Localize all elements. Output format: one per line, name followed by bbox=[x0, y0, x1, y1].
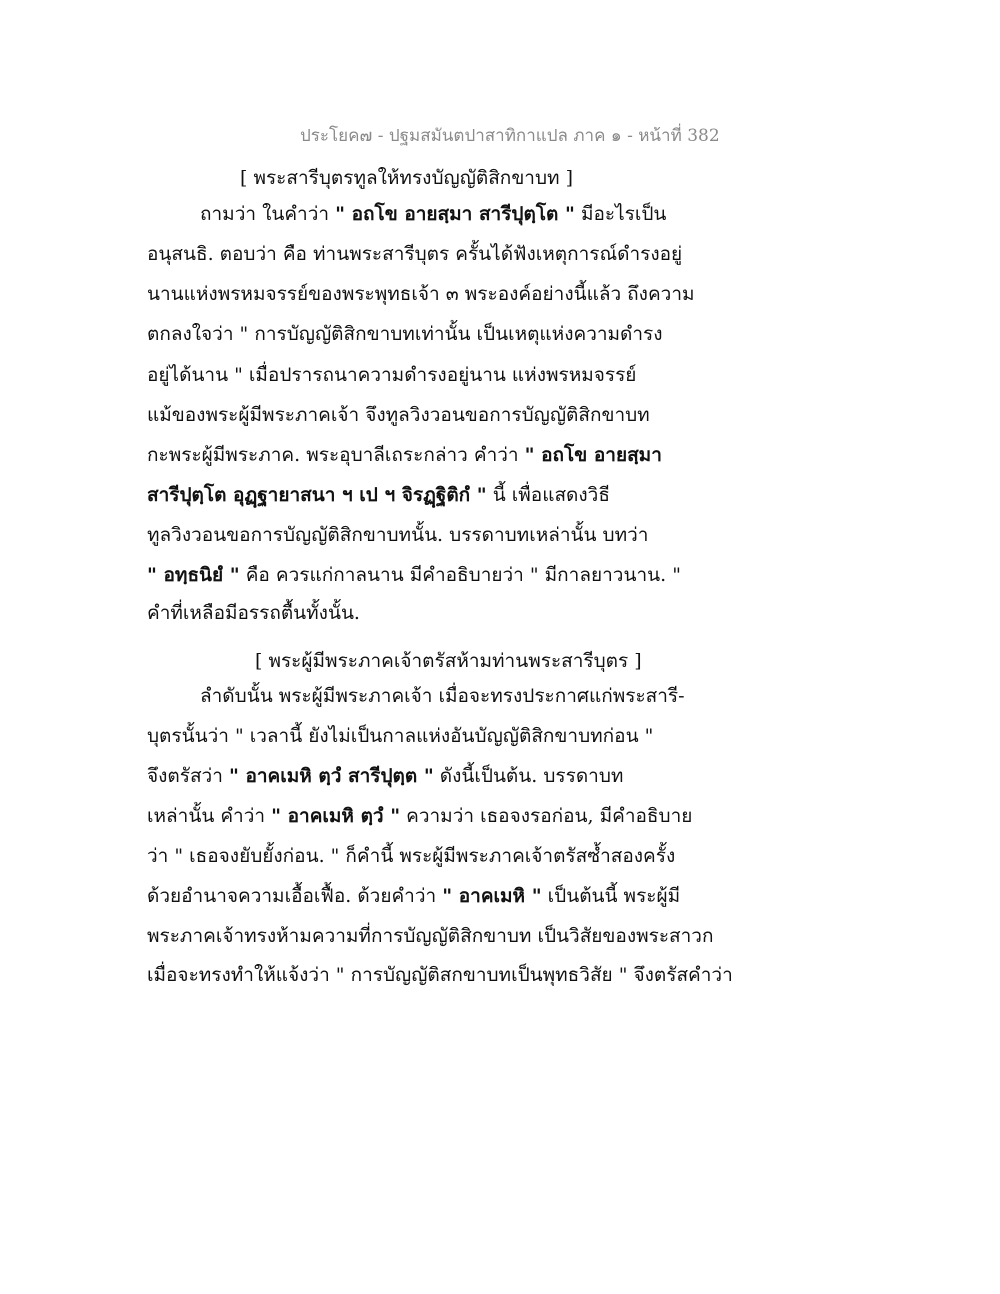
paragraph-line: กะพระผู้มีพระภาค. พระอุบาลีเถระกล่าว คำว่า " อถโข อายสฺมา bbox=[147, 444, 662, 466]
paragraph-line: อยู่ได้นาน " เมื่อปรารถนาความดำรงอยู่นาน แห่งพรหมจรรย์ bbox=[147, 364, 637, 386]
paragraph-line: ลำดับนั้น พระผู้มีพระภาคเจ้า เมื่อจะทรงประกาศแก่พระสารี- bbox=[200, 685, 685, 707]
paragraph-line: ว่า " เธอจงยับยั้งก่อน. " ก็คำนี้ พระผู้มีพระภาคเจ้าตรัสซ้ำสองครั้ง bbox=[147, 845, 676, 867]
section-heading: [ พระสารีบุตรทูลให้ทรงบัญญัติสิกขาบท ] bbox=[240, 167, 574, 189]
running-header: ประโยค๗ - ปฐมสมันตปาสาทิกาแปล ภาค ๑ - หน้าที่ 382 bbox=[300, 126, 720, 146]
paragraph-line: พระภาคเจ้าทรงห้ามความที่การบัญญัติสิกขาบท เป็นวิสัยของพระสาวก bbox=[147, 925, 714, 947]
paragraph-line: จึงตรัสว่า " อาคเมหิ ตฺวํ สารีปุตฺต " ดังนี้เป็นต้น. บรรดาบท bbox=[147, 765, 624, 787]
paragraph-line: ทูลวิงวอนขอการบัญญัติสิกขาบทนั้น. บรรดาบทเหล่านั้น บทว่า bbox=[147, 524, 649, 546]
paragraph-line: อนุสนธิ. ตอบว่า คือ ท่านพระสารีบุตร ครั้นได้ฟังเหตุการณ์ดำรงอยู่ bbox=[147, 243, 683, 265]
paragraph-line: " อทฺธนิยํ " คือ ควรแก่กาลนาน มีคำอธิบายว่า " มีกาลยาวนาน. " bbox=[147, 564, 681, 586]
paragraph-line: เมื่อจะทรงทำให้แจ้งว่า " การบัญญัติสกขาบทเป็นพุทธวิสัย " จึงตรัสคำว่า bbox=[147, 964, 733, 986]
paragraph-line: แม้ของพระผู้มีพระภาคเจ้า จึงทูลวิงวอนขอการบัญญัติสิกขาบท bbox=[147, 404, 650, 426]
section-heading: [ พระผู้มีพระภาคเจ้าตรัสห้ามท่านพระสารีบุตร ] bbox=[255, 650, 642, 672]
paragraph-line: บุตรนั้นว่า " เวลานี้ ยังไม่เป็นกาลแห่งอันบัญญัติสิกขาบทก่อน " bbox=[147, 725, 654, 747]
paragraph-line: คำที่เหลือมีอรรถตื้นทั้งนั้น. bbox=[147, 602, 360, 624]
paragraph-line: สารีปุตฺโต อุฏฺฐายาสนา ฯ เป ฯ จิรฏฺฐิติกํ " นี้ เพื่อแสดงวิธี bbox=[147, 484, 610, 506]
paragraph-line: ถามว่า ในคำว่า " อถโข อายสฺมา สารีปุตฺโต " มีอะไรเป็น bbox=[200, 203, 667, 225]
paragraph-line: ด้วยอำนาจความเอื้อเฟื้อ. ด้วยคำว่า " อาคเมหิ " เป็นต้นนี้ พระผู้มี bbox=[147, 885, 681, 907]
paragraph-line: เหล่านั้น คำว่า " อาคเมหิ ตฺวํ " ความว่า เธอจงรอก่อน, มีคำอธิบาย bbox=[147, 805, 693, 827]
paragraph-line: นานแห่งพรหมจรรย์ของพระพุทธเจ้า ๓ พระองค์อย่างนี้แล้ว ถึงความ bbox=[147, 283, 695, 305]
paragraph-line: ตกลงใจว่า " การบัญญัติสิกขาบทเท่านั้น เป็นเหตุแห่งความดำรง bbox=[147, 323, 663, 345]
